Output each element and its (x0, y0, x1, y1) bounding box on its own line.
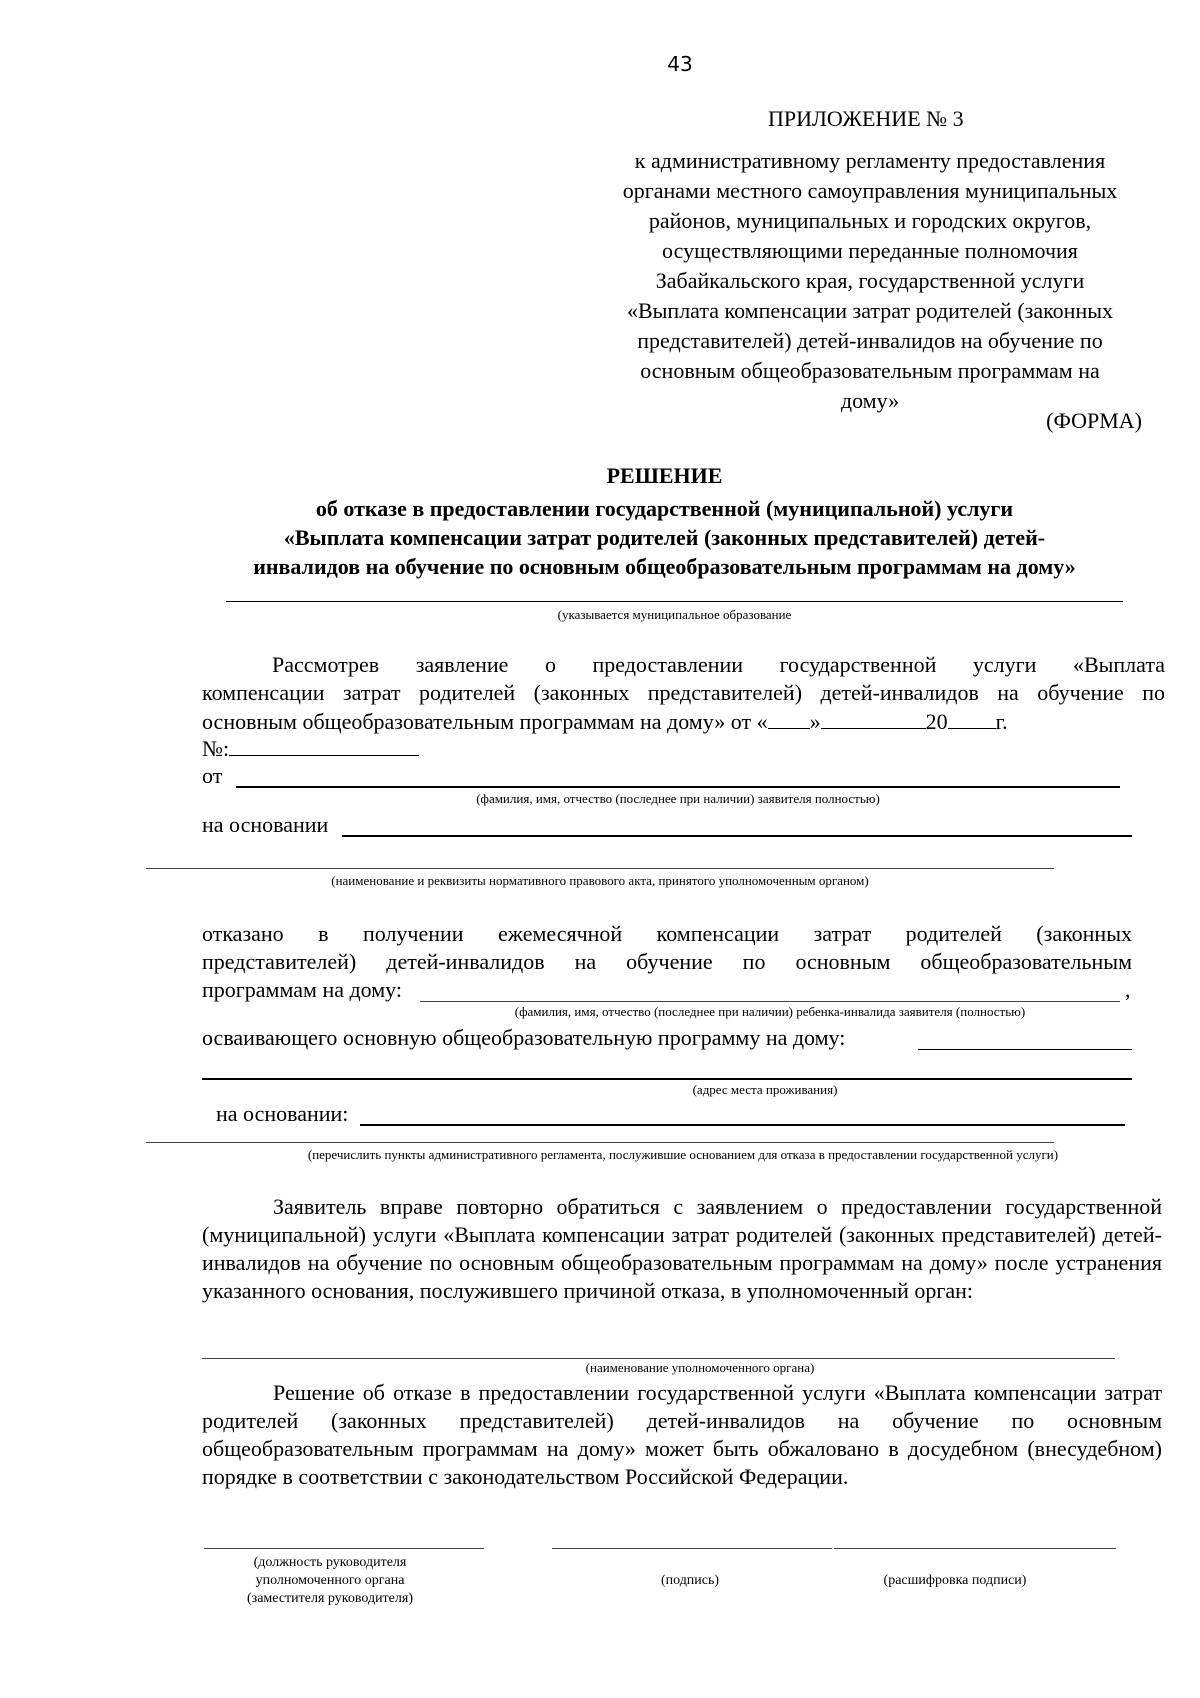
reasons-field-line[interactable] (360, 1124, 1125, 1126)
from-label: от (202, 763, 223, 788)
program-field-line[interactable] (918, 1049, 1132, 1050)
subtitle-line: «Выплата компенсации затрат родителей (законных представителей) детей- (283, 525, 1046, 550)
p2-comma: , (1125, 977, 1131, 1002)
position-caption-line: (должность руководителя (253, 1555, 407, 1570)
day-field[interactable] (768, 708, 810, 729)
address-field-line[interactable] (202, 1078, 1132, 1080)
municipality-field-line[interactable] (226, 601, 1123, 602)
decoding-caption: (расшифровка подписи) (883, 1573, 1027, 1588)
number-row (202, 735, 419, 762)
month-field[interactable] (821, 708, 926, 729)
p1-line1: Рассмотрев заявление о предоставлении государственной услуги «Выплата (272, 652, 1165, 677)
basis-field-line[interactable] (342, 835, 1132, 837)
position-caption-line: уполномоченного органа (255, 1573, 405, 1588)
number-field[interactable] (229, 735, 419, 756)
p1-year-prefix: 20 (925, 709, 948, 734)
signature-field-line[interactable] (552, 1548, 832, 1549)
appendix-line: «Выплата компенсации затрат родителей (законных (626, 298, 1114, 323)
position-caption-line: (заместителя руководителя) (247, 1591, 413, 1606)
p2-line3: программам на дому: (202, 977, 402, 1002)
appendix-line: органами местного самоуправления муниципальных (622, 178, 1118, 203)
p1-line3 (202, 708, 1165, 735)
appendix-line: осуществляющими переданные полномочия (662, 238, 1078, 263)
position-caption (200, 1554, 460, 1608)
p1-quote: » (809, 709, 821, 734)
p2-line1: отказано в получении ежемесячной компенсации затрат родителей (законных (202, 921, 1132, 946)
applicant-field-line[interactable] (236, 786, 1120, 788)
basis-label: на основании (202, 812, 329, 837)
appendix-line: районов, муниципальных и городских округов, (648, 208, 1092, 233)
authority-caption: (наименование уполномоченного органа) (585, 1360, 815, 1375)
signature-caption: (подпись) (660, 1573, 720, 1588)
appendix-text (590, 146, 1150, 416)
decision-subtitle (0, 494, 1200, 581)
p1-line2: компенсации затрат родителей (законных представителей) детей-инвалидов на обучение по (202, 680, 1165, 705)
legal-act-caption: (наименование и реквизиты нормативного правового акта, принятого уполномоченным органом) (331, 873, 869, 888)
basis2-label: на основании: (216, 1101, 349, 1126)
decoding-field-line[interactable] (834, 1548, 1116, 1549)
address-caption: (адрес места проживания) (692, 1082, 838, 1097)
municipality-caption: (указывается муниципальное образование (557, 607, 792, 622)
p1-year-suffix: г. (995, 709, 1008, 734)
child-field-line[interactable] (420, 1001, 1120, 1002)
position-field-line[interactable] (204, 1548, 484, 1549)
appendix-line: дому» (840, 388, 900, 413)
child-caption: (фамилия, имя, отчество (последнее при наличии) ребенка-инвалида заявителя (полностью) (514, 1004, 1026, 1019)
subtitle-line: инвалидов на обучение по основным общеобразовательным программам на дому» (253, 554, 1076, 579)
reasons-field-line-2[interactable] (146, 1142, 1054, 1143)
applicant-caption: (фамилия, имя, отчество (последнее при наличии) заявителя полностью) (476, 791, 880, 806)
appendix-line: к административному регламенту предоставления (634, 148, 1106, 173)
appendix-line: представителей) детей-инвалидов на обучение по (637, 328, 1103, 353)
page-number: 43 (667, 52, 693, 76)
authority-field-line[interactable] (202, 1358, 1115, 1359)
p1-line3-text: основным общеобразовательным программам на дому» от « (202, 709, 768, 734)
appendix-line: основным общеобразовательным программам на (640, 358, 1100, 383)
form-label: (ФОРМА) (1046, 408, 1142, 433)
p2-line4: осваивающего основную общеобразовательную программу на дому: (202, 1025, 846, 1050)
p4: Решение об отказе в предоставлении государственной услуги «Выплата компенсации затрат родителей (законных представителей) детей-инвалидов на обучение по основным общеобразовательным программам на дому» может быть обжаловано в досудебном (внесудебном) порядке в соответствии с законодательством Российской Федерации. (202, 1380, 1162, 1489)
legal-act-field-line[interactable] (146, 868, 1054, 869)
reasons-caption: (перечислить пункты административного регламента, послужившие основанием для отказа в предоставлении государственной услуги) (307, 1147, 1059, 1162)
year-field[interactable] (948, 708, 996, 729)
subtitle-line: об отказе в предоставлении государственной (муниципальной) услуги (315, 496, 1014, 521)
p3: Заявитель вправе повторно обратиться с заявлением о предоставлении государственной (муниципальной) услуги «Выплата компенсации затрат родителей (законных представителей) детей-инвалидов на обучение по основным общеобразовательным программам на дому» после устранения указанного основания, послужившего причиной отказа, в уполномоченный орган: (202, 1194, 1162, 1303)
p2-line2: представителей) детей-инвалидов на обучение по основным общеобразовательным (202, 949, 1132, 974)
appendix-line: Забайкальского края, государственной услуги (655, 268, 1085, 293)
appendix-title: ПРИЛОЖЕНИЕ № 3 (768, 106, 964, 131)
number-label: №: (202, 736, 230, 761)
decision-title: РЕШЕНИЕ (606, 463, 723, 488)
